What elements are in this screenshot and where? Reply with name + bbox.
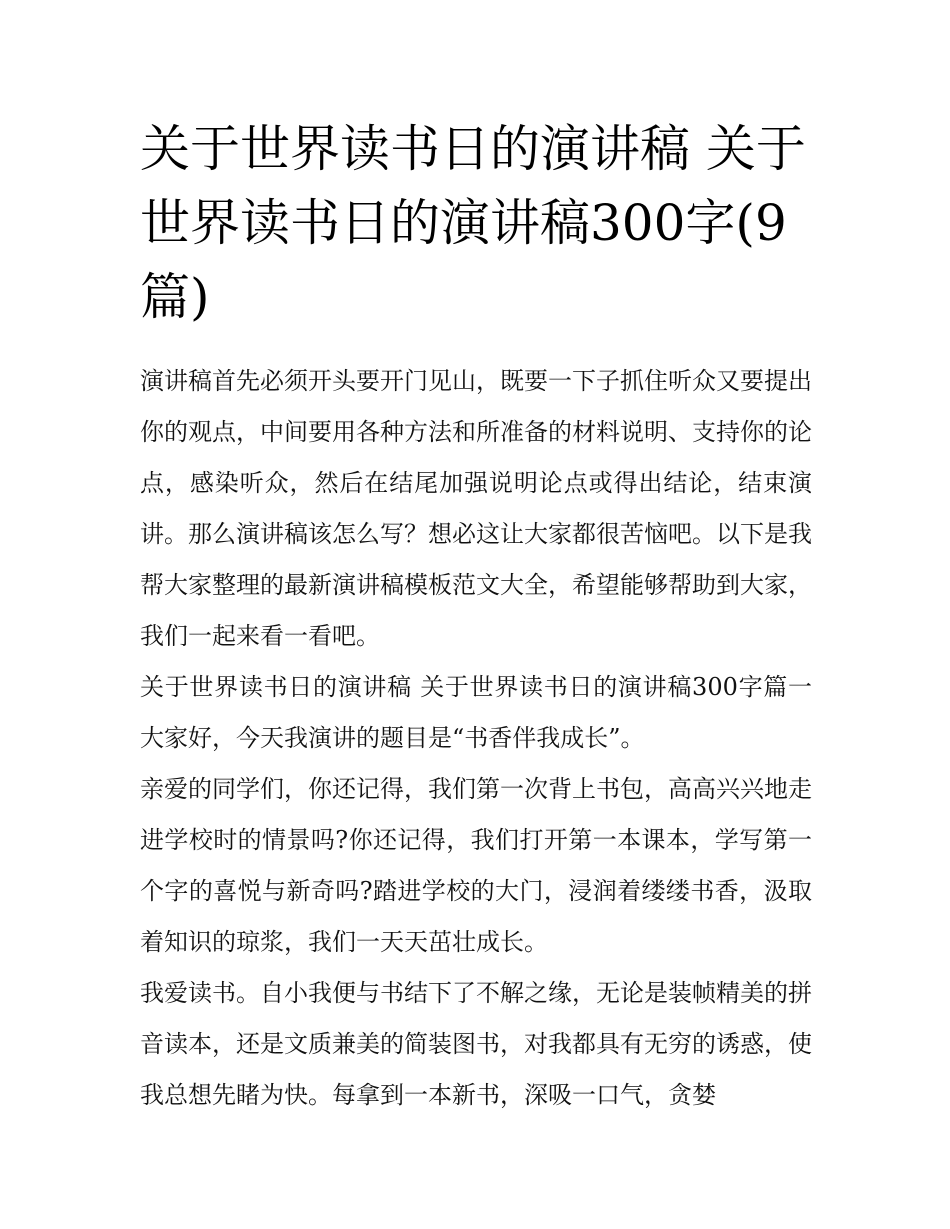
document-title: 关于世界读书日的演讲稿 关于世界读书日的演讲稿300字(9篇) [140, 120, 806, 326]
paragraph-memories: 亲爱的同学们，你还记得，我们第一次背上书包，高高兴兴地走进学校时的情景吗?你还记得，我们打开第一本课本，学写第一个字的喜悦与新奇吗?踏进学校的大门，浸润着缕缕书香，汲取着知识的琼浆，我们一天天茁壮成长。 [140, 775, 812, 956]
paragraph-speech-heading: 关于世界读书日的演讲稿 关于世界读书日的演讲稿300字篇一 大家好，今天我演讲的题目是“书香伴我成长”。 [140, 673, 812, 752]
document-body [140, 356, 812, 1121]
paragraph-intro: 演讲稿首先必须开头要开门见山，既要一下子抓住听众又要提出你的观点，中间要用各种方法和所准备的材料说明、支持你的论点，感染听众，然后在结尾加强说明论点或得出结论，结束演讲。那么演讲稿该怎么写？想必这让大家都很苦恼吧。以下是我帮大家整理的最新演讲稿模板范文大全，希望能够帮助到大家，我们一起来看一看吧。 [140, 367, 812, 650]
paragraph-love-reading: 我爱读书。自小我便与书结下了不解之缘，无论是装帧精美的拼音读本，还是文质兼美的简装图书，对我都具有无穷的诱惑，使我总想先睹为快。每拿到一本新书，深吸一口气，贪婪 [140, 979, 812, 1109]
